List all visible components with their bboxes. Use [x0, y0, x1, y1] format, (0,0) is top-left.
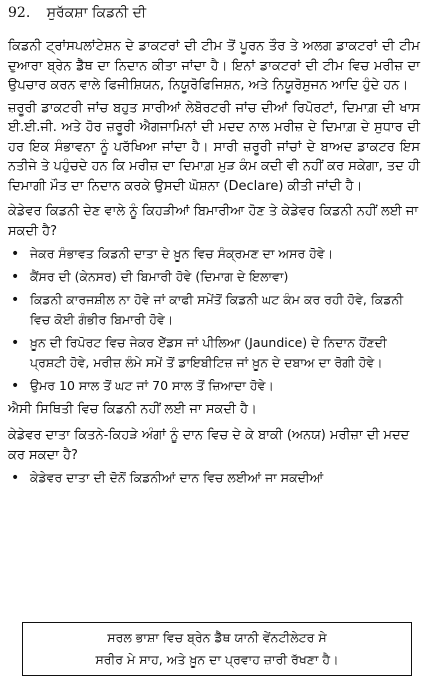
list-item-text: ਉਮਰ 10 ਸਾਲ ਤੋਂ ਘਟ ਜਾਂ 70 ਸਾਲ ਤੋਂ ਜ਼ਿਆਦਾ ਹੋਵੇ। [30, 378, 274, 393]
bullet-icon: • [11, 335, 20, 351]
list-item [8, 468, 420, 488]
page-header [8, 3, 420, 23]
bullet-icon: • [11, 246, 20, 262]
list-item [8, 244, 420, 264]
note-line-2: ਸਰੀਰ ਮੇ ਸਾਹ, ਅਤੇ ਖ਼ੂਨ ਦਾ ਪ੍ਰਵਾਹ ਜ਼ਾਰੀ ਰੱਖਣਾ ਹੈ। [95, 652, 339, 667]
bullet-icon: • [11, 292, 20, 308]
paragraph-diagnosis: ਜ਼ਰੂਰੀ ਡਾਕਟਰੀ ਜਾਂਚ ਬਹੁਤ ਸਾਰੀਆਂ ਲੇਬੋਰਟਰੀ ਜਾਂਚ ਦੀਆਂ ਰਿਪੋਰਟਾਂ, ਦਿਮਾਗ਼ ਦੀ ਖਾਸ ਈ.ਈ.ਜੀ. ਅਤੇ ਹੋਰ ਜ਼ਰੂਰੀ ਐਗਜਾਮਿਨਾਂ ਦੀ ਮਦਦ ਨਾਲ ਮਰੀਜ਼ ਦੇ ਦਿਮਾਗ਼ ਦੇ ਸੁਧਾਰ ਦੀ ਹਰ ਇਕ ਸੰਭਾਵਨਾ ਨੂੰ ਪਰੱਖਿਆ ਜਾਂਦਾ ਹੈ। ਸਾਰੀ ਜ਼ਰੂਰੀ ਜਾਂਚਾਂ ਦੇ ਬਾਅਦ ਡਾਕਟਰ ਇਸ ਨਤੀਜੇ ਤੇ ਪਹੁੰਚਦੇ ਹਨ ਕਿ ਮਰੀਜ਼ ਦਾ ਦਿਮਾਗ਼ ਮੁੜ ਕੰਮ ਕਦੀ ਵੀ ਨਹੀਂ ਕਰ ਸਕੇਗਾ, ਤਦ ਹੀ ਦਿਮਾਗੀ ਮੌਤ ਦਾ ਨਿਦਾਨ ਕਰਕੇ ਉਸਦੀ ਘੋਸ਼ਨਾ (Declare) ਕੀਤੀ ਜਾਂਦੀ ਹੈ। [8, 100, 420, 194]
bullet-icon: • [11, 378, 20, 394]
list-item [8, 267, 420, 287]
bullet-icon: • [11, 470, 20, 486]
list-item-text: ਖ਼ੂਨ ਦੀ ਰਿਪੋਰਟ ਵਿਚ ਜੇਕਰ ਏੱਡਸ ਜਾਂ ਪੀਲਿਆ (Jaundice) ਦੇ ਨਿਦਾਨ ਹੋਂਣਦੀ ਪ੍ਰਸ਼ਟੀ ਹੋਵੇ, ਮਰੀਜ਼ ਲੰਮੇ ਸਮੇਂ ਤੋਂ ਡਾਇਬੀਟਿਜ਼ ਜਾਂ ਖ਼ੂਨ ਦੇ ਦਬਾਅ ਦਾ ਰੋਗੀ ਹੋਵੇ। [30, 335, 387, 370]
exclusion-list [8, 244, 420, 396]
note-line-1: ਸਰਲ ਭਾਸ਼ਾ ਵਿਚ ਬ੍ਰੇਨ ਡੈੱਥ ਯਾਨੀ ਵੇਂਨਟੀਲੇਟਰ ਸੇ [107, 630, 327, 645]
paragraph-brain-death-team: ਕਿਡਨੀ ਟ੍ਰਾਂਸਪਲਾਂਟੇਸ਼ਨ ਦੇ ਡਾਕਟਰਾਂ ਦੀ ਟੀਮ ਤੋਂ ਪੂਰਨ ਤੌਰ ਤੇ ਅਲਗ ਡਾਕਟਰਾਂ ਦੀ ਟੀਮ ਦੁਆਰਾ ਬ੍ਰੇਨ ਡੈੱਥ ਦਾ ਨਿਦਾਨ ਕੀਤਾ ਜਾਂਦਾ ਹੈ। ਇਨਾਂ ਡਾਕਟਰਾਂ ਦੀ ਟੀਮ ਵਿਚ ਮਰੀਜ਼ ਦਾ ਉਪਚਾਰ ਕਰਨ ਵਾਲੇ ਫਿਜੀਸ਼ਿਯਨ, ਨਿਯੂਰੋਫਿਜਿਸ਼ਨ, ਅਤੇ ਨਿਯੂਰੋਸੁਜਨ ਆਦਿ ਹੁੰਦੇ ਹਨ। [8, 39, 420, 93]
note-box [22, 622, 412, 676]
list-item-text: ਕਿਡਨੀ ਕਾਰਜਸ਼ੀਲ ਨਾ ਹੋਵੇ ਜਾਂ ਕਾਫੀ ਸਮੇਂਤੋਂ ਕਿਡਨੀ ਘਟ ਕੰਮ ਕਰ ਰਹੀ ਹੋਵੇ, ਕਿਡਨੀ ਵਿਚ ਕੋਈ ਗੰਭੀਰ ਬਿਮਾਰੀ ਹੋਵੇ। [30, 292, 404, 327]
list-item [8, 290, 420, 330]
bullet-icon: • [11, 269, 20, 285]
page-number: 92. [8, 5, 31, 21]
list-item-text: ਕੇਡੇਵਰ ਦਾਤਾ ਦੀ ਦੋਨੋਂ ਕਿਡਨੀਆਂ ਦਾਨ ਵਿਚ ਲਈਆਂ ਜਾ ਸਕਦੀਆਂ [30, 470, 324, 485]
list-item-text: ਜੇਕਰ ਸੰਭਾਵਤ ਕਿਡਨੀ ਦਾਤਾ ਦੇ ਖ਼ੂਨ ਵਿਚ ਸੰਕ੍ਰਮਣ ਦਾ ਅਸਰ ਹੋਵੇ। [30, 246, 334, 261]
organ-list [8, 468, 420, 488]
list-item [8, 333, 420, 373]
list-item-text: ਕੈਂਸਰ ਦੀ (ਕੇਨਸਰ) ਦੀ ਬਿਮਾਰੀ ਹੋਵੇ (ਦਿਮਾਗ ਦੇ ਇਲਾਵਾ) [30, 269, 289, 284]
running-title: ਸੁਰੱਕਸ਼ਾ ਕਿਡਨੀ ਦੀ [46, 5, 147, 21]
question-disease-exclusions: ਕੇਡੇਵਰ ਕਿਡਨੀ ਦੇਣ ਵਾਲੇ ਨੂੰ ਕਿਹੜੀਆਂ ਬਿਮਾਰੀਆ ਹੋਣ ਤੇ ਕੇਡੇਵਰ ਕਿਡਨੀ ਨਹੀਂ ਲਈ ਜਾ ਸਕਦੀ ਹੈ? [8, 204, 419, 239]
question-donated-organs: ਕੇਡੇਵਰ ਦਾਤਾ ਕਿਤਨੇ-ਕਿਹੜੇ ਅੰਗਾਂ ਨੂੰ ਦਾਨ ਵਿਚ ਦੇ ਕੇ ਬਾਕੀ (ਅਨਯ) ਮਰੀਜ਼ਾ ਦੀ ਮਦਦ ਕਰ ਸਕਦਾ ਹੈ? [8, 428, 410, 463]
exclusion-statement: ਐਸੀ ਸਿਥਿਤੀ ਵਿਚ ਕਿਡਨੀ ਨਹੀਂ ਲਈ ਜਾ ਸਕਦੀ ਹੈ। [8, 402, 257, 417]
list-item [8, 376, 420, 396]
